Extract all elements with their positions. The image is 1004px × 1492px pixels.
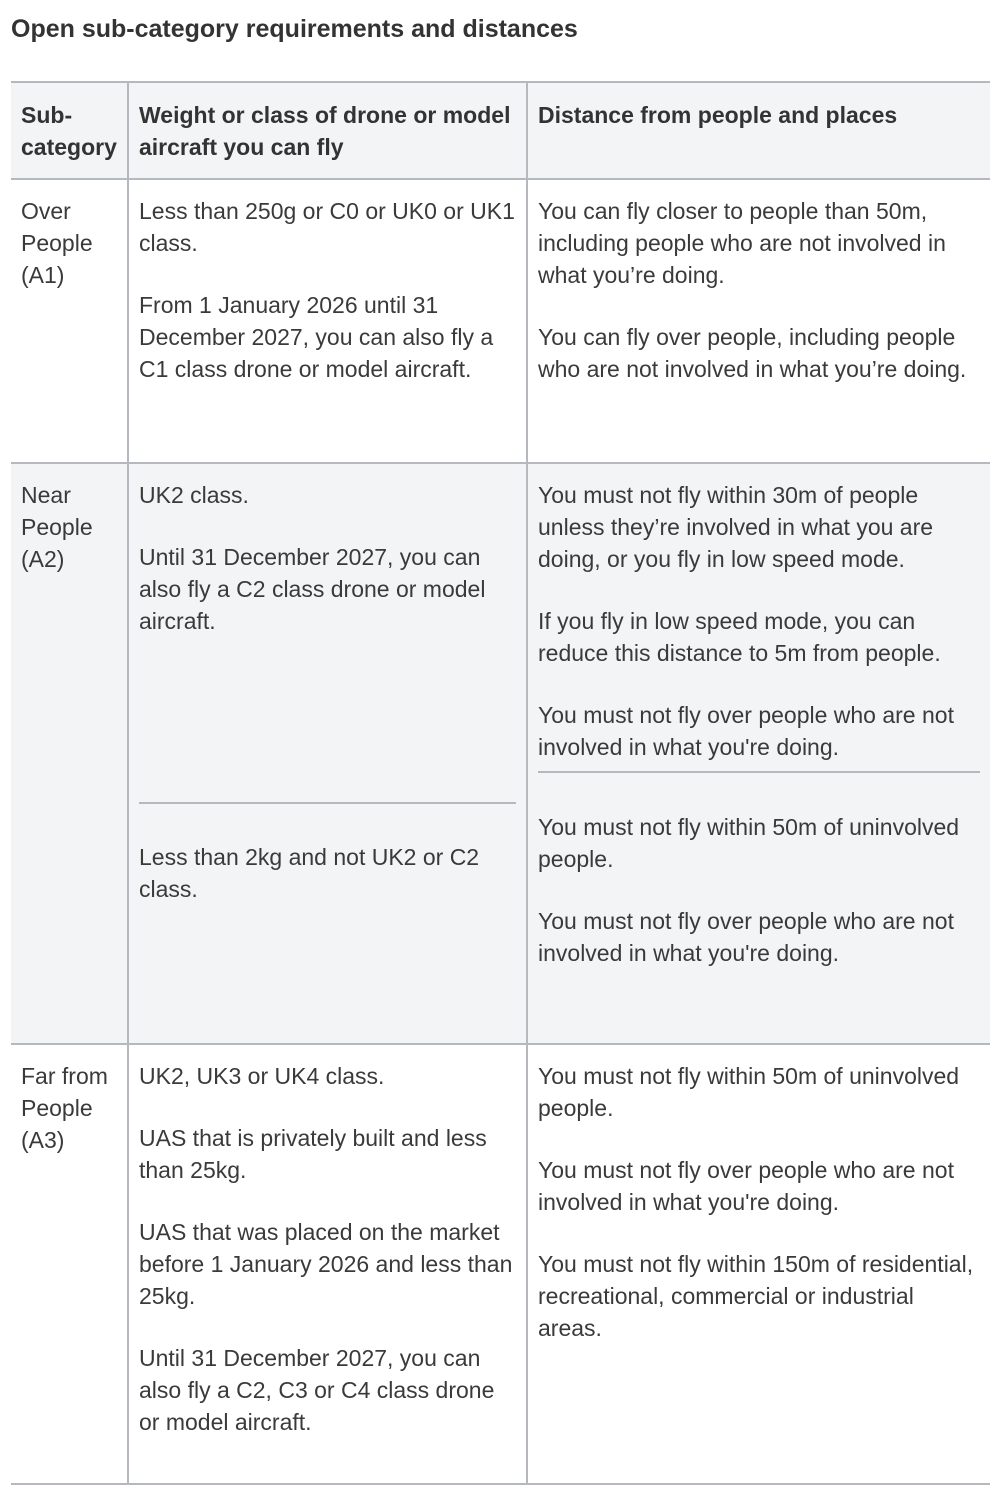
- distance-text: You can fly closer to people than 50m, including people who are not involved in what you’re doing.: [538, 198, 946, 288]
- weight-cell: [128, 463, 527, 1044]
- weight-text: UK2 class.: [139, 482, 249, 508]
- subcategory-cell: Near People (A2): [11, 463, 128, 1044]
- subcategory-cell: Over People (A1): [11, 179, 128, 463]
- header-subcategory: Sub-category: [11, 82, 128, 179]
- distance-text: You can fly over people, including people who are not involved in what you’re doing.: [538, 324, 967, 382]
- distance-text: You must not fly within 30m of people unless they’re involved in what you are doing, or you fly in low speed mode.: [538, 482, 934, 572]
- table-header-row: [11, 82, 990, 179]
- weight-text: From 1 January 2026 until 31 December 2027, you can also fly a C1 class drone or model aircraft.: [139, 292, 494, 382]
- distance-text: You must not fly over people who are not involved in what you're doing.: [538, 908, 954, 966]
- weight-cell: [128, 179, 527, 463]
- distance-text: You must not fly within 50m of uninvolved people.: [538, 814, 960, 872]
- weight-text: Less than 2kg and not UK2 or C2 class.: [139, 844, 480, 902]
- weight-text: UK2, UK3 or UK4 class.: [139, 1063, 385, 1089]
- table-row: [11, 179, 990, 463]
- weight-text: UAS that was placed on the market before 1 January 2026 and less than 25kg.: [139, 1219, 513, 1309]
- distance-text: You must not fly within 50m of uninvolved people.: [538, 1063, 960, 1121]
- distance-text: You must not fly over people who are not involved in what you're doing.: [538, 1157, 954, 1215]
- header-weight-class: Weight or class of drone or model aircraft you can fly: [128, 82, 527, 179]
- distance-text: You must not fly within 150m of residential, recreational, commercial or industrial areas.: [538, 1251, 974, 1341]
- weight-text: Until 31 December 2027, you can also fly a C2 class drone or model aircraft.: [139, 544, 486, 634]
- distance-cell: [527, 1044, 990, 1484]
- weight-cell: [128, 1044, 527, 1484]
- weight-text: Less than 250g or C0 or UK0 or UK1 class.: [139, 198, 515, 256]
- distance-text: If you fly in low speed mode, you can reduce this distance to 5m from people.: [538, 608, 941, 666]
- weight-text: Until 31 December 2027, you can also fly a C2, C3 or C4 class drone or model aircraft.: [139, 1345, 495, 1435]
- page-title: Open sub-category requirements and distances: [11, 15, 578, 43]
- distance-cell: [527, 463, 990, 1044]
- subcategory-cell: Far from People (A3): [11, 1044, 128, 1484]
- distance-text: You must not fly over people who are not involved in what you're doing.: [538, 702, 954, 760]
- weight-text: UAS that is privately built and less than 25kg.: [139, 1125, 487, 1183]
- table-row: [11, 463, 990, 1044]
- header-distance: Distance from people and places: [527, 82, 990, 179]
- distance-cell: [527, 179, 990, 463]
- table-row: [11, 1044, 990, 1484]
- subcategory-table: [11, 81, 990, 1485]
